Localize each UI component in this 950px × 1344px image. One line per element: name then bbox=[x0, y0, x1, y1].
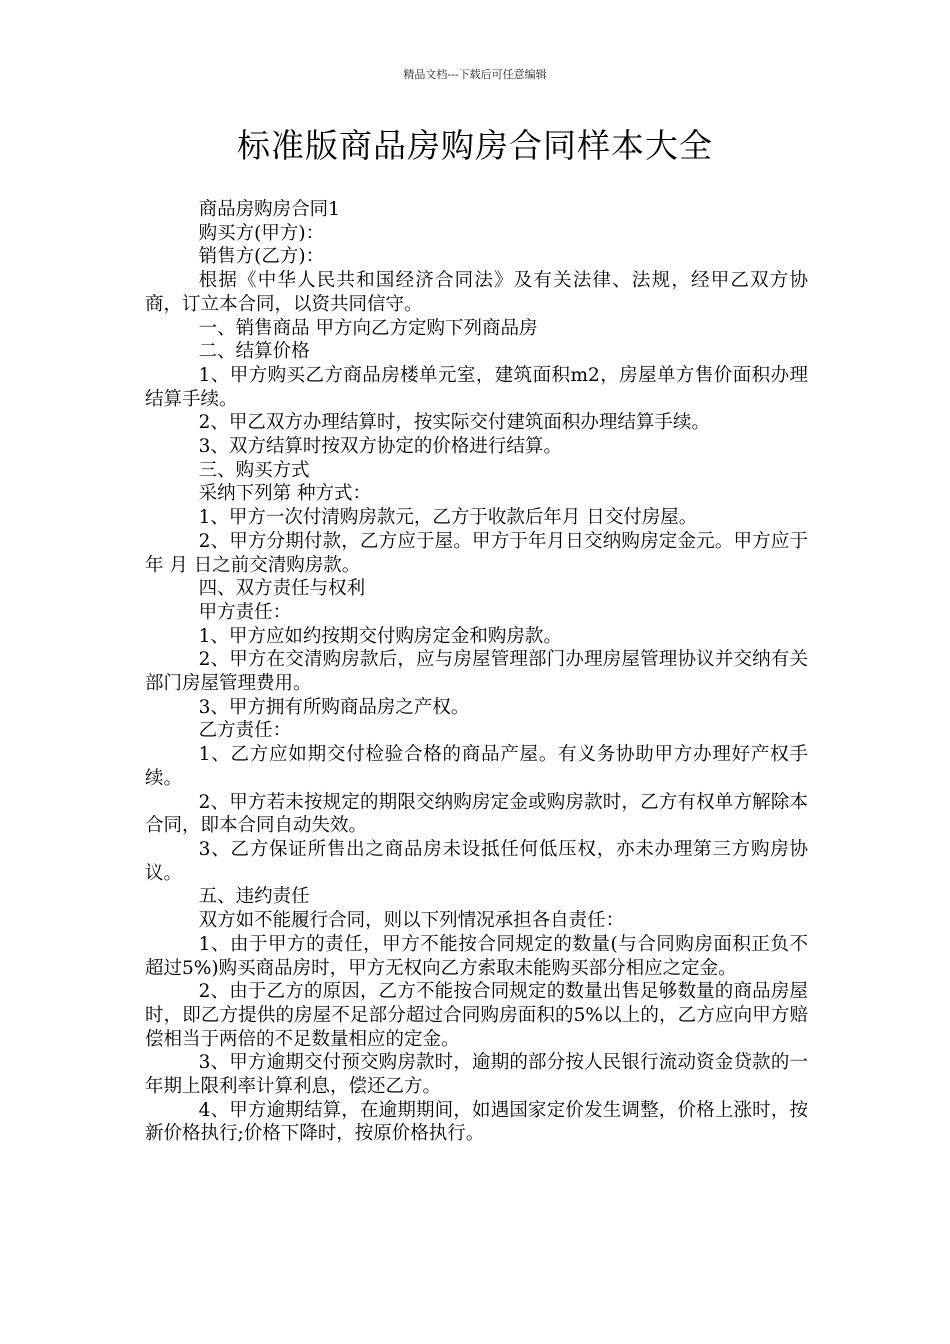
paragraph: 四、双方责任与权利 bbox=[198, 578, 366, 600]
paragraph: 采纳下列第 种方式： bbox=[198, 483, 372, 505]
paragraph: 2、甲方若未按规定的期限交纳购房定金或购房款时，乙方有权单方解除本合同，即本合同自动失效。 bbox=[145, 791, 808, 837]
document-body bbox=[145, 198, 808, 1146]
paragraph: 1、由于甲方的责任，甲方不能按合同规定的数量(与合同购房面积正负不超过5%)购买商品房时，甲方无权向乙方索取未能购买部分相应之定金。 bbox=[145, 933, 808, 979]
paragraph: 1、乙方应如期交付检验合格的商品产屋。有义务协助甲方办理好产权手续。 bbox=[145, 744, 808, 789]
header-note: 精品文档---下载后可任意编辑 bbox=[403, 68, 547, 81]
paragraph: 二、结算价格 bbox=[198, 341, 310, 363]
paragraph: 1、甲方购买乙方商品房楼单元室，建筑面积m2，房屋单方售价面积办理结算手续。 bbox=[145, 364, 808, 410]
paragraph: 三、购买方式 bbox=[198, 459, 310, 481]
paragraph: 3、甲方拥有所购商品房之产权。 bbox=[198, 696, 470, 718]
paragraph: 2、甲方在交清购房款后，应与房屋管理部门办理房屋管理协议并交纳有关部门房屋管理费用。 bbox=[145, 649, 808, 695]
paragraph: 1、甲方一次付清购房款元，乙方于收款后年月 日交付房屋。 bbox=[198, 507, 698, 529]
paragraph: 乙方责任： bbox=[198, 720, 292, 742]
paragraph: 销售方(乙方)： bbox=[198, 246, 325, 268]
paragraph: 3、双方结算时按双方协定的价格进行结算。 bbox=[198, 436, 562, 458]
paragraph: 2、甲方分期付款，乙方应于屋。甲方于年月日交纳购房定金元。甲方应于 年 月 日之前交清购房款。 bbox=[145, 530, 808, 576]
paragraph: 根据《中华人民共和国经济合同法》及有关法律、法规，经甲乙双方协商，订立本合同，以资共同信守。 bbox=[145, 270, 808, 315]
paragraph: 五、违约责任 bbox=[198, 886, 310, 908]
paragraph: 1、甲方应如约按期交付购房定金和购房款。 bbox=[198, 625, 562, 647]
paragraph: 3、乙方保证所售出之商品房未设抵任何低压权，亦未办理第三方购房协议。 bbox=[145, 838, 808, 884]
paragraph: 4、甲方逾期结算，在逾期期间，如遇国家定价发生调整，价格上涨时，按新价格执行;价格下降时，按原价格执行。 bbox=[145, 1099, 808, 1145]
paragraph: 商品房购房合同1 bbox=[198, 199, 340, 220]
document-title: 标准版商品房购房合同样本大全 bbox=[237, 126, 713, 165]
paragraph: 2、由于乙方的原因，乙方不能按合同规定的数量出售足够数量的商品房屋时，即乙方提供的房屋不足部分超过合同购房面积的5%以上的，乙方应向甲方赔偿相当于两倍的不足数量相应的定金。 bbox=[145, 981, 808, 1050]
paragraph: 2、甲乙双方办理结算时，按实际交付建筑面积办理结算手续。 bbox=[198, 412, 710, 434]
paragraph: 一、销售商品 甲方向乙方定购下列商品房 bbox=[198, 317, 538, 339]
paragraph: 双方如不能履行合同，则以下列情况承担各自责任： bbox=[198, 910, 625, 932]
paragraph: 3、甲方逾期交付预交购房款时，逾期的部分按人民银行流动资金贷款的一年期上限利率计算利息，偿还乙方。 bbox=[145, 1052, 808, 1098]
paragraph: 购买方(甲方)： bbox=[198, 222, 325, 244]
paragraph: 甲方责任： bbox=[198, 601, 292, 623]
